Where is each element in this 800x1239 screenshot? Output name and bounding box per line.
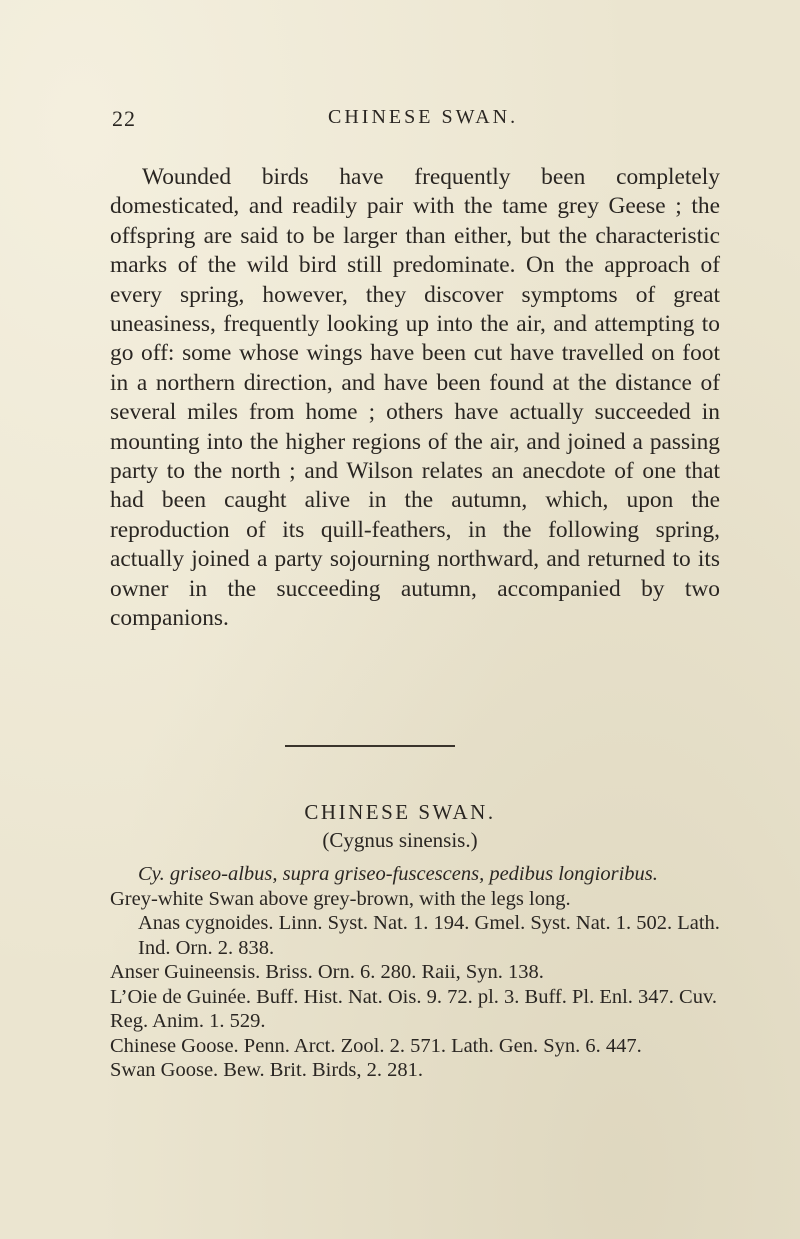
body-paragraph bbox=[110, 163, 720, 634]
page-number: 22 bbox=[112, 106, 136, 131]
diagnosis-english: Grey-white Swan above grey-brown, with the legs long. bbox=[110, 887, 571, 910]
synonym-entry: Swan Goose. Bew. Brit. Birds, 2. 281. bbox=[110, 1059, 423, 1081]
page-header bbox=[112, 106, 732, 138]
section-divider bbox=[285, 745, 455, 747]
body-paragraph-text: Wounded birds have frequently been completely domesticated, and readily pair with the tame grey Geese ; the offspring are said to be larger than either, but the characteristic marks of the wild bird still predominate. On the approach of every spring, however, they discover symptoms of great uneasiness, frequently looking up into the air, and attempting to go off: some whose wings have been cut have travelled on foot in a northern direction, and have been found at the distance of several miles from home ; others have actually succeeded in mounting into the higher regions of the air, and joined a passing party to the north ; and Wilson relates an anecdote of one that had been caught alive in the autumn, which, upon the reproduction of its quill-feathers, in the following spring, actually joined a party sojourning northward, and returned to its owner in the succeeding autumn, accompanied by two companions. bbox=[110, 164, 720, 632]
synonym-entry: Chinese Goose. Penn. Arct. Zool. 2. 571. Lath. Gen. Syn. 6. 447. bbox=[110, 1034, 642, 1057]
diagnosis-latin: Cy. griseo-albus, supra griseo-fuscescens, pedibus longioribus. bbox=[138, 863, 658, 885]
running-title: CHINESE SWAN. bbox=[328, 106, 519, 128]
synonym-entry: Anas cygnoides. Linn. Syst. Nat. 1. 194. Gmel. Syst. Nat. 1. 502. Lath. Ind. Orn. 2. 838. bbox=[138, 912, 720, 959]
synonym-entry: Anser Guineensis. Briss. Orn. 6. 280. Raii, Syn. 138. bbox=[110, 961, 544, 983]
species-synonymy bbox=[110, 862, 720, 1083]
synonym-entry: L’Oie de Guinée. Buff. Hist. Nat. Ois. 9. 72. pl. 3. Buff. Pl. Enl. 347. Cuv. Reg. Anim. 1. 529. bbox=[110, 985, 718, 1032]
species-latin-name: (Cygnus sinensis.) bbox=[322, 828, 478, 852]
species-heading: CHINESE SWAN. bbox=[304, 800, 496, 824]
